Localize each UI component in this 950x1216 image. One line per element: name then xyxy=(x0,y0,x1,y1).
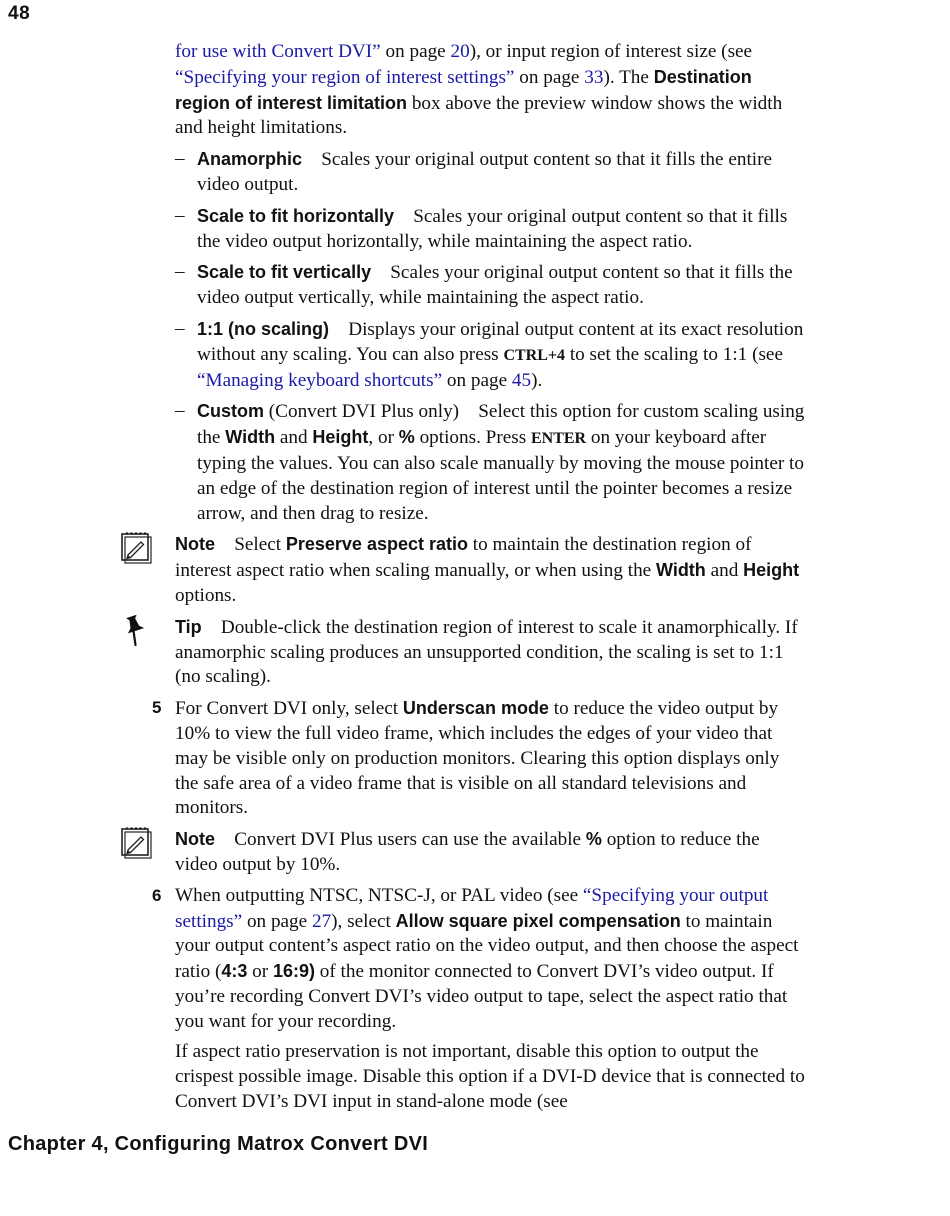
option-scale-to-fit-horizontally: – Scale to fit horizontally Scales your original output content so that it fills the video output horizontally, while maintaining the aspect ratio. xyxy=(175,204,788,252)
option-anamorphic: – Anamorphic Scales your original output content so that it fills the entire video output. xyxy=(175,148,773,195)
chapter-footer: Chapter 4, Configuring Matrox Convert DVI xyxy=(8,1133,429,1155)
step-5: 5 For Convert DVI only, select Underscan mode to reduce the video output by 10% to view the full video frame, which includes the edges of your video that may be visible only on production monitors. Clearing this option displays only the safe area of a video frame that is visible on all standard televisions and monitors. xyxy=(152,698,780,819)
key-enter: ENTER xyxy=(530,430,587,448)
note-label: Note xyxy=(175,829,215,850)
option-custom: – Custom (Convert DVI Plus only) Select this option for custom scaling using the Width and Height, or % options. Press ENTER on your keyboard after typing the values. You can also scale manually by moving the mouse pointer to an edge of the destination region of interest until the pointer becomes a resize arrow, and then drag to resize. xyxy=(175,400,805,524)
link-page-20[interactable]: 20 xyxy=(450,41,470,62)
page-number: 48 xyxy=(8,3,31,24)
link-region-of-interest-settings[interactable]: “Specifying your region of interest settings” xyxy=(175,66,515,88)
note-label: Note xyxy=(175,534,215,555)
pushpin-icon xyxy=(119,613,153,647)
link-specifying-output-settings[interactable]: “Specifying your output settings” xyxy=(175,884,769,932)
notepad-icon xyxy=(119,530,153,564)
link-page-45[interactable]: 45 xyxy=(511,369,532,391)
page-content xyxy=(152,40,805,1121)
link-page-27[interactable]: 27 xyxy=(311,910,332,932)
note-preserve-aspect-ratio: Note Select Preserve aspect ratio to maintain the destination region of interest aspect ratio when scaling manually, or when using the Width and Height options. xyxy=(175,532,805,608)
shortcut-ctrl-4: CTRL+4 xyxy=(503,346,566,364)
link-convert-dvi[interactable]: for use with Convert DVI” xyxy=(175,41,381,62)
step-number: 6 xyxy=(152,885,162,905)
tip-label: Tip xyxy=(175,616,202,637)
step-6: 6 When outputting NTSC, NTSC-J, or PAL video (see “Specifying your output settings” on page 27), select Allow square pixel compensation to maintain your output content’s aspect ratio on the video output, and then choose the aspect ratio (4:3 or 16:9) of the monitor connected to Convert DVI’s video output. If you’re recording Convert DVI’s video output to tape, select the aspect ratio that you want for your recording. xyxy=(152,884,799,1032)
final-paragraph: If aspect ratio preservation is not important, disable this option to output the crispest possible image. Disable this option if a DVI-D device that is connected to Convert DVI’s DVI input in stand-alone mode (see xyxy=(175,1041,805,1113)
term-destination-roi-limitation: Destination region of interest limitation xyxy=(175,66,752,113)
link-page-33[interactable]: 33 xyxy=(584,66,604,88)
link-managing-keyboard-shortcuts[interactable]: “Managing keyboard shortcuts” xyxy=(197,369,443,391)
option-one-to-one: – 1:1 (no scaling) Displays your original output content at its exact resolution without any scaling. You can also press CTRL+4 to set the scaling to 1:1 (see “Managing keyboard shortcuts” on page 45). xyxy=(175,317,804,391)
step-number: 5 xyxy=(152,698,162,718)
note-percent-option: Note Convert DVI Plus users can use the available % option to reduce the video output by 10%. xyxy=(175,827,805,878)
intro-paragraph: for use with Convert DVI” on page 20), or input region of interest size (see “Specifying your region of interest settings” on page 33). The Destination region of interest limitation box above the preview window shows the width and height limitations. xyxy=(175,41,783,139)
tip-double-click: Tip Double-click the destination region of interest to scale it anamorphically. If anamorphic scaling produces an unsupported condition, the scaling is set to 1:1 (no scaling). xyxy=(175,615,805,690)
notepad-icon xyxy=(119,825,153,859)
option-scale-to-fit-vertically: – Scale to fit vertically Scales your original output content so that it fills the video output vertically, while maintaining the aspect ratio. xyxy=(175,261,793,309)
